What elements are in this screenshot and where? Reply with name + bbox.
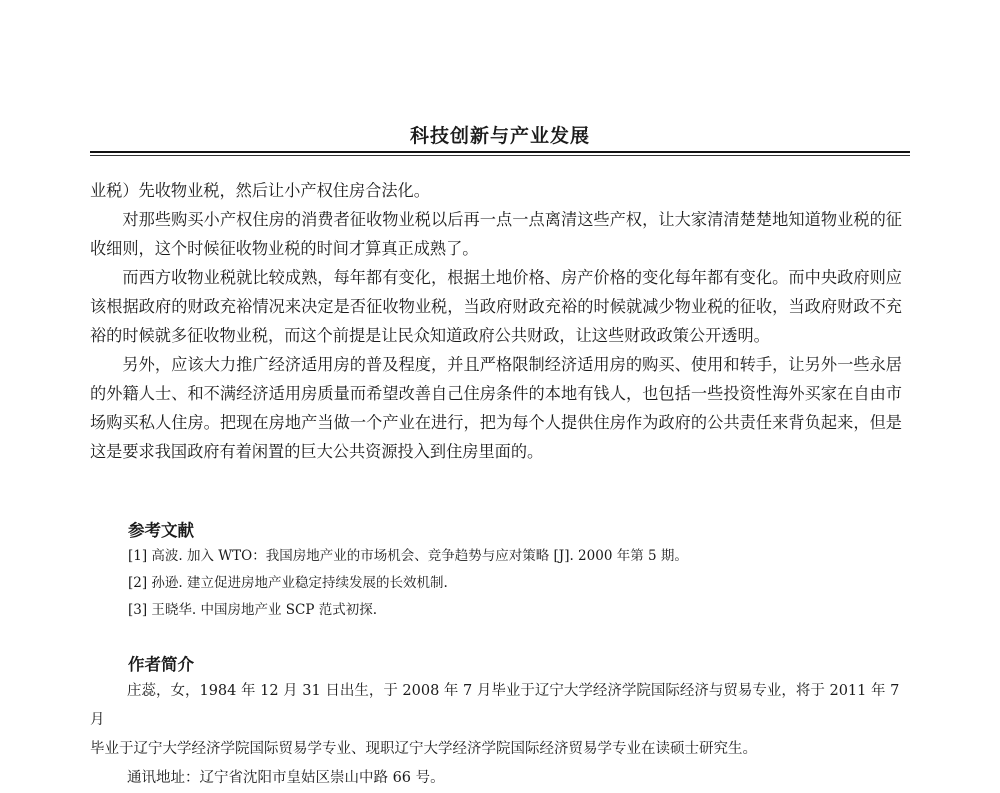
reference-item: [2] 孙逊. 建立促进房地产业稳定持续发展的长效机制. [128,575,448,591]
reference-item: [1] 高波. 加入 WTO：我国房地产业的市场机会、竞争趋势与应对策略 [J]. 2000 年第 5 期。 [128,548,688,564]
header-rule-thick [90,151,910,153]
body-paragraph-1: 业税）先收物业税，然后让小产权住房合法化。 [90,181,430,200]
body-text [90,176,902,466]
header-rule-thin [90,155,910,156]
body-paragraph-2: 对那些购买小产权住房的消费者征收物业税以后再一点一点离清这些产权，让大家清清楚楚地知道物业税的征收细则，这个时候征收物业税的时间才算真正成熟了。 [90,210,902,258]
author-bio-line-2: 毕业于辽宁大学经济学院国际贸易学专业、现职辽宁大学经济学院国际经济贸易学专业在读硕士研究生。 [90,741,757,757]
body-paragraph-3: 而西方收物业税就比较成熟，每年都有变化，根据土地价格、房产价格的变化每年都有变化。而中央政府则应该根据政府的财政充裕情况来决定是否征收物业税，当政府财政充裕的时候就减少物业税的征收，当政府财政不充裕的时候就多征收物业税，而这个前提是让民众知道政府公共财政，让这些财政政策公开透明。 [90,268,902,345]
author-address: 通讯地址：辽宁省沈阳市皇姑区崇山中路 66 号。 [126,770,445,786]
author-bio-line-1: 庄蕊，女，1984 年 12 月 31 日出生，于 2008 年 7 月毕业于辽宁大学经济学院国际经济与贸易专业，将于 2011 年 7 月 [90,683,900,728]
reference-item: [3] 王晓华. 中国房地产业 SCP 范式初探. [128,602,378,618]
author-heading: 作者简介 [128,655,194,674]
references-list [128,543,688,624]
author-bio [90,677,902,793]
running-header-title: 科技创新与产业发展 [409,125,590,147]
references-heading: 参考文献 [128,521,194,540]
body-paragraph-4: 另外，应该大力推广经济适用房的普及程度，并且严格限制经济适用房的购买、使用和转手，让另外一些永居的外籍人士、和不满经济适用房质量而希望改善自己住房条件的本地有钱人，也包括一些投资性海外买家在自由市场购买私人住房。把现在房地产当做一个产业在进行，把为每个人提供住房作为政府的公共责任来背负起来，但是这是要求我国政府有着闲置的巨大公共资源投入到住房里面的。 [90,355,902,461]
